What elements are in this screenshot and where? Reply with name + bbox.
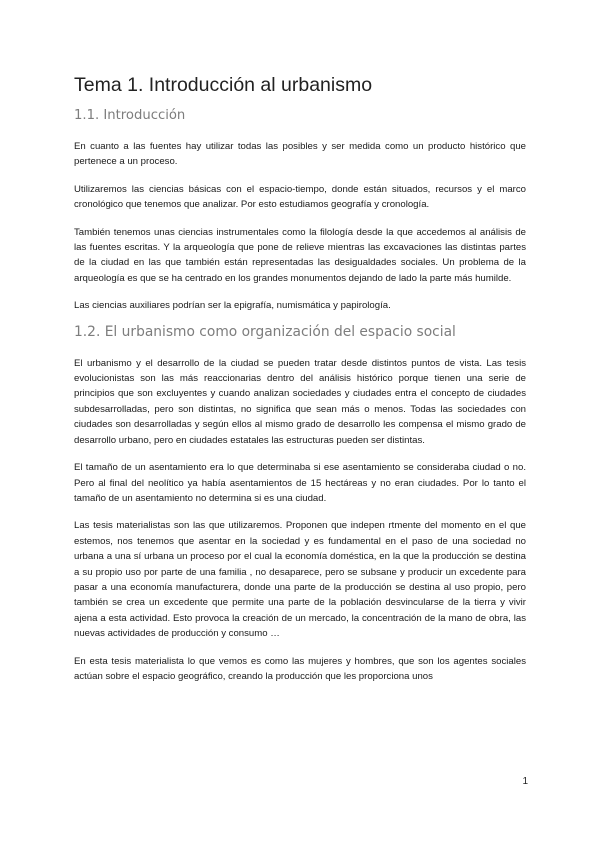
paragraph: Utilizaremos las ciencias básicas con el espacio-tiempo, donde están situados, recursos y el marco cronológico que tenemos que analizar. Por esto estudiamos geografía y cronología. [74, 183, 526, 211]
page-title: Tema 1. Introducción al urbanismo [74, 74, 373, 96]
paragraph: El tamaño de un asentamiento era lo que determinaba si ese asentamiento se consideraba ciudad o no. Pero al final del neolítico ya había asentamientos de 15 hectáreas y no eran ciudades. Por lo tanto el tamaño de un asentamiento no determina si es una ciudad. [74, 462, 526, 504]
section-heading-urbanismo: 1.2. El urbanismo como organización del espacio social [74, 323, 456, 340]
paragraph: En cuanto a las fuentes hay utilizar todas las posibles y ser medida como un producto histórico que pertenece a un proceso. [74, 141, 526, 168]
paragraph: Las tesis materialistas son las que utilizaremos. Proponen que indepen rtmente del momento en el que estemos, nos tenemos que asentar en la sociedad y es fundamental en el paso de una sociedad no urbana a una sí urbana un proceso por el cual la economía doméstica, en la que la producción se destina a su propio uso por parte de una familia , no desaparece, pero se subsane y producir un excedente para pasar a una economía manufacturera, donde una parte de la producción se destina al uso propio, pero también se crea un excedente que permite una parte de la población desvincularse de la tierra y vivir ajena a esta actividad. Esto provoca la creación de un mercado, la concentración de la mano de obra, las nuevas actividades de producción y consumo … [74, 520, 526, 640]
section-heading-introduccion: 1.1. Introducción [74, 108, 186, 123]
paragraph: En esta tesis materialista lo que vemos es como las mujeres y hombres, que son los agentes sociales actúan sobre el espacio geográfico, creando la producción que les proporciona unos [74, 655, 526, 682]
paragraph: También tenemos unas ciencias instrumentales como la filología desde la que accedemos al análisis de las fuentes escritas. Y la arqueología que pone de relieve mientras las excavaciones las distintas partes de la ciudad en las que también están representadas las desigualdades sociales. Un problema de la arqueología es que se ha centrado en los grandes monumentos dejando de lado la parte más humilde. [74, 226, 526, 284]
page-number: 1 [522, 776, 528, 787]
page-content [74, 72, 526, 696]
paragraph: El urbanismo y el desarrollo de la ciudad se pueden tratar desde distintos puntos de vista. Las tesis evolucionistas son las más reaccionarias dentro del análisis histórico porque tienen una serie de principios que son excluyentes y cuando analizan sociedades y ciudades entra el concepto de ciudades subdesarrolladas, pero son distintas, no significa que sean más o menos. Todas las sociedades con ciudades son desarrolladas y según ellos al mismo grado de desarrollo les compensa el mismo grado de desarrollo urbano, pero en ciudades estatales las estructuras pueden ser distintas. [74, 357, 526, 446]
paragraph: Las ciencias auxiliares podrían ser la epigrafía, numismática y papirología. [74, 300, 391, 312]
